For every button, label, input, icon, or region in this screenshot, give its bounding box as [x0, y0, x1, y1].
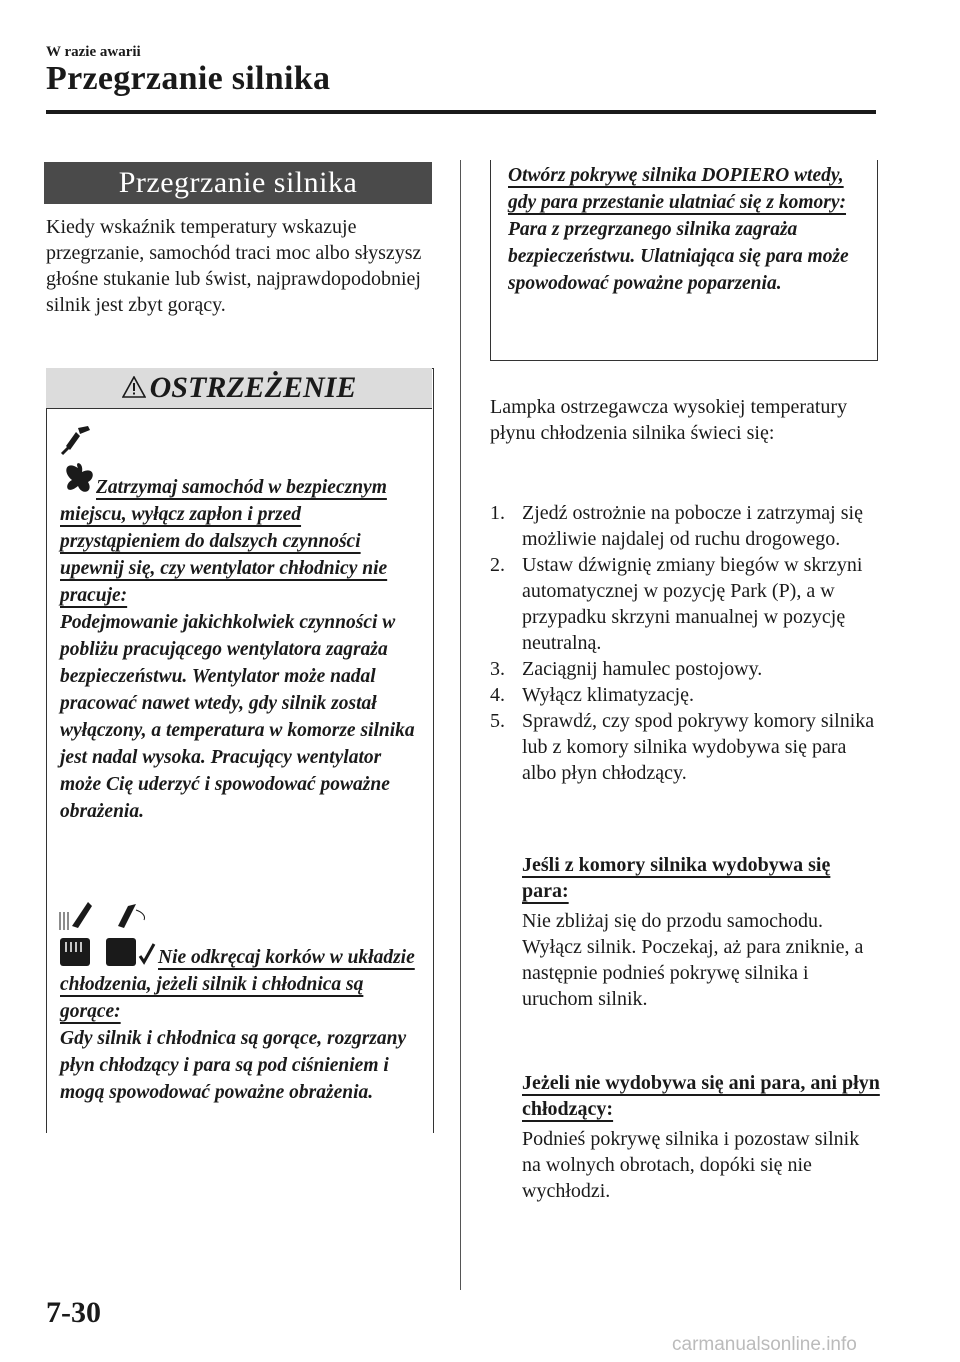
- warning-block-fan: [60, 474, 422, 825]
- no-steam-case: [522, 1070, 882, 1204]
- no-steam-case-heading: Jeżeli nie wydobywa się ani para, ani płyn chłodzący:: [522, 1072, 880, 1120]
- step-item: [490, 500, 880, 552]
- step-number: 3.: [490, 658, 505, 680]
- step-item: [490, 656, 880, 682]
- steam-warning-heading: Otwórz pokrywę silnika DOPIERO wtedy, gdy para przestanie ulatniać się z komory:: [508, 165, 847, 213]
- page-number: 7-30: [46, 1296, 101, 1329]
- step-item: [490, 552, 880, 656]
- steam-case-body: Nie zbliżaj się do przodu samochodu. Wyłącz silnik. Poczekaj, aż para zniknie, a następnie podnieś pokrywę silnika i uruchom silnik.: [522, 910, 864, 1010]
- step-number: 5.: [490, 710, 505, 732]
- step-text: Zjedź ostrożnie na pobocze i zatrzymaj się możliwie najdalej od ruchu drogowego.: [522, 502, 863, 550]
- column-divider: [460, 160, 461, 1290]
- steps-list: [490, 500, 880, 786]
- title-rule: [46, 110, 876, 114]
- steam-case-heading: Jeśli z komory silnika wydobywa się para:: [522, 854, 831, 902]
- step-text: Ustaw dźwignię zmiany biegów w skrzyni automatycznej w pozycję Park (P), a w przypadku skrzyni manualnej w pozycję neutralną.: [522, 554, 863, 654]
- step-text: Zaciągnij hamulec postojowy.: [522, 658, 763, 680]
- section-banner: Przegrzanie silnika: [44, 162, 432, 204]
- intro-text: Kiedy wskaźnik temperatury wskazuje przegrzanie, samochód traci moc albo słyszysz głośne stukanie lub świst, najprawdopodobniej silnik jest zbyt gorący.: [46, 216, 422, 316]
- coolant-warning-body: Gdy silnik i chłodnica są gorące, rozgrzany płyn chłodzący i para są pod ciśnieniem i mogą spowodować poważne obrażenia.: [60, 1028, 407, 1103]
- step-text: Wyłącz klimatyzację.: [522, 684, 695, 706]
- steam-warning-body: Para z przegrzanego silnika zagraża bezpieczeństwu. Ulatniająca się para może spowodować poważne poparzenia.: [508, 219, 849, 294]
- breadcrumb: W razie awarii: [46, 44, 141, 60]
- warning-lamp-text: Lampka ostrzegawcza wysokiej temperatury płynu chłodzenia silnika świeci się:: [490, 396, 848, 444]
- step-number: 4.: [490, 684, 505, 706]
- watermark: carmanualsonline.info: [672, 1334, 857, 1355]
- warning-triangle-icon: [122, 376, 146, 398]
- step-number: 2.: [490, 554, 505, 576]
- no-steam-case-body: Podnieś pokrywę silnika i pozostaw silnik na wolnych obrotach, dopóki się nie wychłodzi.: [522, 1128, 860, 1202]
- page-title: Przegrzanie silnika: [46, 60, 331, 97]
- warning-header: [46, 368, 432, 409]
- step-number: 1.: [490, 502, 505, 524]
- fan-warning-body: Podejmowanie jakichkolwiek czynności w pobliżu pracującego wentylatora zagraża bezpieczeństwu. Wentylator może nadal pracować nawet wtedy, gdy silnik został wyłączony, a temperatura w komorze silnika jest nadal wysoka. Pracujący wentylator może Cię uderzyć i spowodować poważne obrażenia.: [60, 612, 415, 822]
- fan-warning-heading: Zatrzymaj samochód w bezpiecznym miejscu, wyłącz zapłon i przed przystąpieniem do dalszych czynności upewnij się, czy wentylator chłodnicy nie pracuje:: [60, 477, 388, 606]
- step-text: Sprawdź, czy spod pokrywy komory silnika lub z komory silnika wydobywa się para albo płyn chłodzący.: [522, 710, 875, 784]
- warning-heading: OSTRZEŻENIE: [149, 371, 357, 404]
- steam-warning: [508, 162, 864, 297]
- coolant-warning-heading: Nie odkręcaj korków w układzie chłodzenia, jeżeli silnik i chłodnica są gorące:: [60, 947, 415, 1022]
- step-item: [490, 682, 880, 708]
- steam-case: [522, 852, 882, 1012]
- step-item: [490, 708, 880, 786]
- warning-block-coolant: [60, 944, 422, 1106]
